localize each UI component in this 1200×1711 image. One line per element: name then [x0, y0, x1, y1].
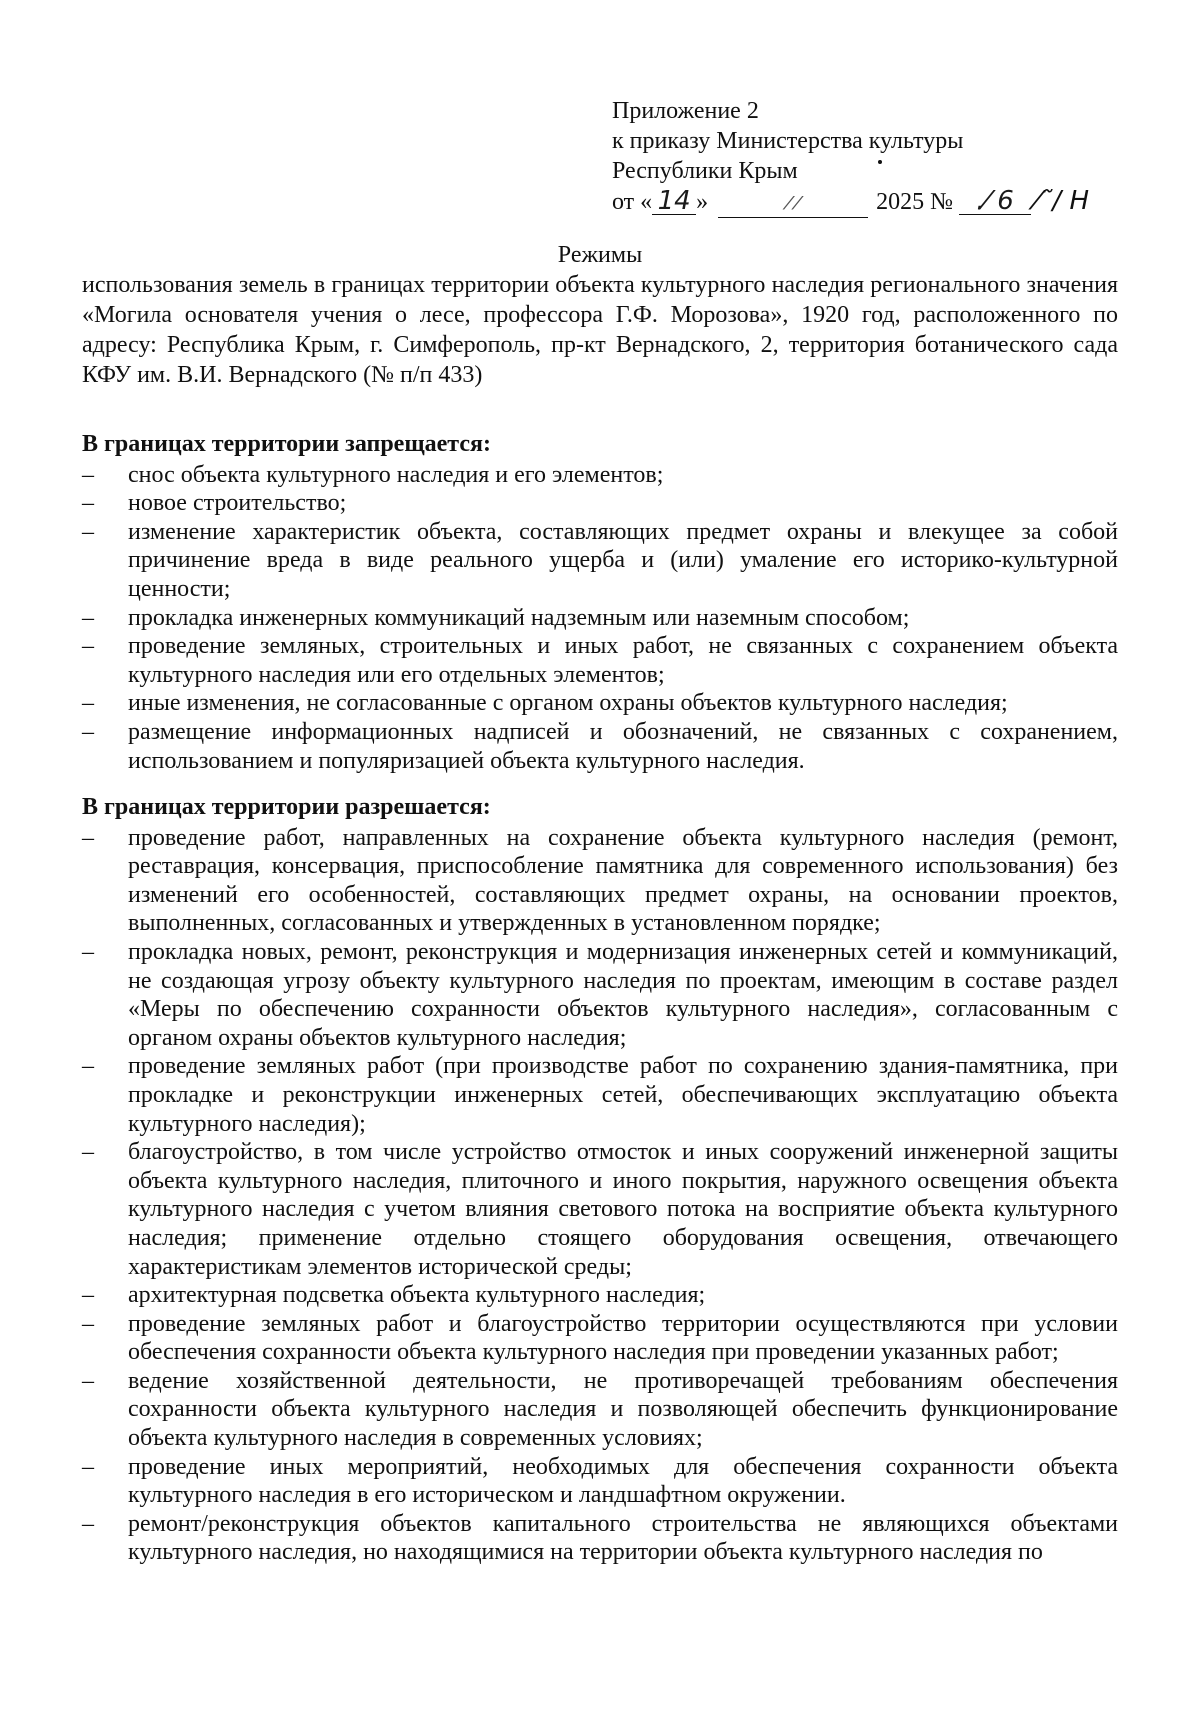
dash-bullet: –	[82, 490, 94, 517]
permitted-list	[82, 824, 1118, 1567]
list-item	[82, 938, 1118, 1052]
list-item	[82, 1310, 1118, 1367]
ink-dot	[878, 160, 882, 164]
order-year-number-label: 2025 №	[876, 189, 954, 215]
list-item	[82, 1453, 1118, 1510]
order-reference: к приказу Министерства культуры	[612, 128, 964, 154]
list-item-text: проведение земляных работ (при производстве работ по сохранению здания-памятника, при прокладке и реконструкции инженерных сетей, обеспечивающих эксплуатацию объекта культурного наследия);	[128, 1053, 1118, 1137]
list-item-text: прокладка новых, ремонт, реконструкция и модернизация инженерных сетей и коммуникаций, не создающая угрозу объекту культурного наследия по проектам, имеющим в составе раздел «Меры по обеспечению сохранности объектов культурного наследия», согласованным с органом охраны объектов культурного наследия;	[128, 938, 1118, 1051]
dash-bullet: –	[82, 1367, 94, 1394]
order-date-number-line	[612, 186, 1132, 218]
order-number-handwritten: .⁄ 6	[959, 188, 1031, 215]
prohibited-heading: В границах территории запрещается:	[82, 431, 491, 457]
prohibited-list	[82, 461, 1118, 776]
dash-bullet: –	[82, 1053, 94, 1080]
list-item-text: ремонт/реконструкция объектов капитального строительства не являющихся объектами культурного наследия, но находящимися на территории объекта культурного наследия по	[128, 1510, 1118, 1566]
dash-bullet: –	[82, 1282, 94, 1309]
permitted-heading: В границах территории разрешается:	[82, 794, 491, 820]
list-item	[82, 632, 1118, 689]
dash-bullet: –	[82, 604, 94, 631]
list-item	[82, 824, 1118, 938]
list-item	[82, 1052, 1118, 1138]
list-item-text: прокладка инженерных коммуникаций надземным или наземным способом;	[128, 604, 910, 631]
list-item	[82, 461, 1118, 490]
list-item-text: проведение иных мероприятий, необходимых для обеспечения сохранности объекта культурного наследия в его историческом и ландшафтном окружении.	[128, 1453, 1118, 1509]
dash-bullet: –	[82, 633, 94, 660]
list-item-text: новое строительство;	[128, 490, 347, 517]
dash-bullet: –	[82, 1510, 94, 1537]
list-item-text: ведение хозяйственной деятельности, не противоречащей требованиям обеспечения сохранности объекта культурного наследия и позволяющей обеспечить функционирование объекта культурного наследия в современных условиях;	[128, 1367, 1118, 1452]
dash-bullet: –	[82, 824, 94, 851]
document-title: Режимы	[557, 242, 643, 268]
order-date-mid: »	[696, 189, 709, 215]
list-item-text: размещение информационных надписей и обозначений, не связанных с сохранением, использованием и популяризацией объекта культурного наследия.	[128, 718, 1118, 774]
prohibited-section	[82, 430, 1118, 775]
order-date-prefix: от «	[612, 189, 653, 215]
dash-bullet: –	[82, 461, 94, 488]
dash-bullet: –	[82, 718, 94, 745]
list-item-text: иные изменения, не согласованные с органом охраны объектов культурного наследия;	[128, 690, 1008, 717]
list-item	[82, 689, 1118, 718]
order-number-suffix-handwritten: ⁄˜/ H	[1035, 186, 1089, 216]
list-item-text: снос объекта культурного наследия и его элементов;	[128, 461, 664, 488]
list-item	[82, 1367, 1118, 1453]
dash-bullet: –	[82, 518, 94, 545]
dash-bullet: –	[82, 1453, 94, 1480]
republic-label: Республики Крым	[612, 158, 798, 184]
list-item	[82, 518, 1118, 604]
list-item	[82, 604, 1118, 633]
document-subtitle: использования земель в границах территории объекта культурного наследия регионального значения «Могила основателя учения о лесе, профессора Г.Ф. Морозова», 1920 год, расположенного по адресу: Республика Крым, г. Симферополь, пр-кт Вернадского, 2, территория ботанического сада КФУ им. В.И. Вернадского (№ п/п 433)	[82, 272, 1118, 388]
appendix-header	[612, 96, 1132, 218]
list-item-text: благоустройство, в том числе устройство отмосток и иных сооружений инженерной защиты объекта культурного наследия, плиточного и иного покрытия, наружного освещения объекта культурного наследия с учетом влияния светового потока на восприятие объекта культурного наследия; применение отдельно стоящего оборудования освещения, отвечающего характеристикам элементов исторической среды;	[128, 1139, 1118, 1280]
list-item-text: изменение характеристик объекта, составляющих предмет охраны и влекущее за собой причинение вреда в виде реального ущерба и (или) умаление его историко-культурной ценности;	[128, 518, 1118, 602]
list-item-text: проведение земляных работ и благоустройство территории осуществляются при условии обеспечения сохранности объекта культурного наследия при проведении указанных работ;	[128, 1310, 1118, 1366]
list-item	[82, 1510, 1118, 1567]
appendix-label: Приложение 2	[612, 98, 759, 124]
list-item-text: проведение земляных, строительных и иных работ, не связанных с сохранением объекта культурного наследия или его отдельных элементов;	[128, 633, 1118, 688]
permitted-section	[82, 793, 1118, 1567]
list-item	[82, 489, 1118, 518]
dash-bullet: –	[82, 1139, 94, 1166]
list-item	[82, 1138, 1118, 1281]
dash-bullet: –	[82, 1310, 94, 1337]
dash-bullet: –	[82, 938, 94, 965]
order-day-handwritten: 14	[652, 188, 696, 215]
order-month-handwritten: ⁄ ⁄	[718, 191, 868, 218]
list-item-text: архитектурная подсветка объекта культурного наследия;	[128, 1282, 706, 1309]
list-item	[82, 1281, 1118, 1310]
list-item-text: проведение работ, направленных на сохранение объекта культурного наследия (ремонт, реставрация, консервация, приспособление памятника для современного использования) без изменений его особенностей, составляющих предмет охраны, на основании проектов, выполненных, согласованных и утвержденных в установленном порядке;	[128, 824, 1118, 937]
dash-bullet: –	[82, 690, 94, 717]
list-item	[82, 718, 1118, 775]
